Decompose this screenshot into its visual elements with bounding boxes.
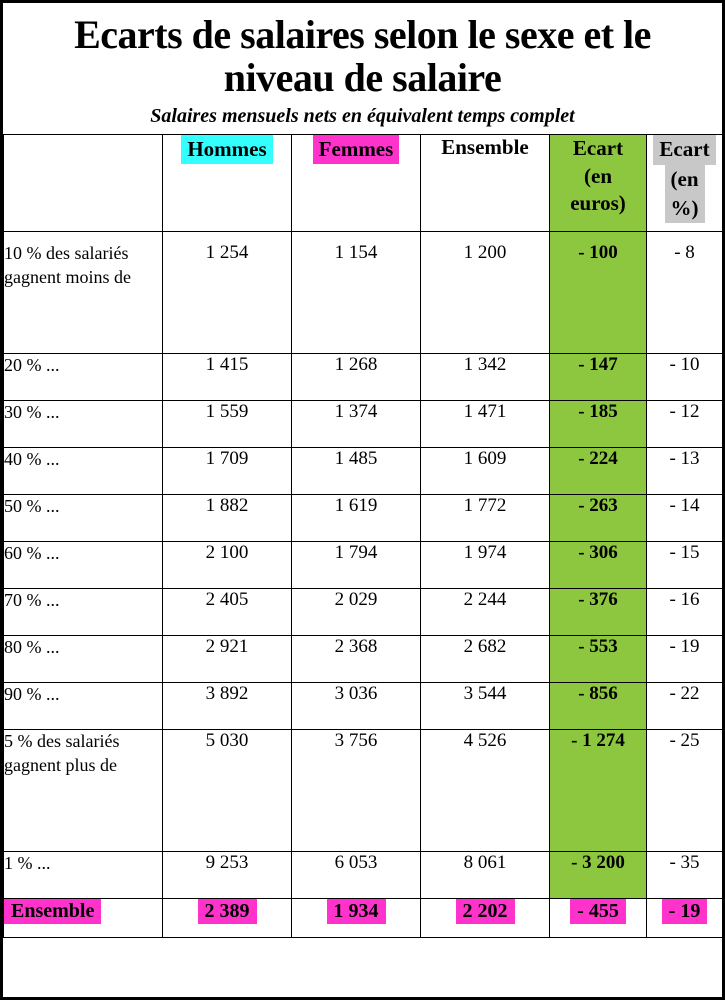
total-cell-ecart-euros bbox=[550, 899, 647, 938]
cell-ensemble: 4 526 bbox=[421, 730, 550, 852]
table-row bbox=[4, 852, 723, 899]
cell-femmes: 1 619 bbox=[292, 495, 421, 542]
cell-ensemble: 1 772 bbox=[421, 495, 550, 542]
cell-femmes: 3 756 bbox=[292, 730, 421, 852]
row-label: 10 % des salariés gagnent moins de bbox=[4, 232, 163, 354]
cell-ensemble: 8 061 bbox=[421, 852, 550, 899]
cell-ecart-euros: - 376 bbox=[550, 589, 647, 636]
cell-femmes: 1 268 bbox=[292, 354, 421, 401]
cell-ecart-pct: - 10 bbox=[647, 354, 723, 401]
column-header-blank bbox=[4, 135, 163, 232]
page-title: Ecarts de salaires selon le sexe et le niveau de salaire bbox=[74, 12, 651, 101]
cell-hommes: 2 100 bbox=[163, 542, 292, 589]
cell-hommes: 1 709 bbox=[163, 448, 292, 495]
cell-hommes: 9 253 bbox=[163, 852, 292, 899]
cell-ensemble: 1 471 bbox=[421, 401, 550, 448]
total-row-label bbox=[4, 899, 163, 938]
column-header-ecart-euros-line2: (en bbox=[584, 163, 612, 188]
cell-ecart-pct: - 15 bbox=[647, 542, 723, 589]
cell-ensemble: 1 974 bbox=[421, 542, 550, 589]
cell-ecart-euros: - 224 bbox=[550, 448, 647, 495]
total-cell-ecart-euros-text: - 455 bbox=[570, 899, 626, 924]
cell-ecart-pct: - 25 bbox=[647, 730, 723, 852]
row-label: 40 % ... bbox=[4, 448, 163, 495]
cell-ecart-euros: - 856 bbox=[550, 683, 647, 730]
title-block bbox=[3, 3, 722, 134]
table-row bbox=[4, 448, 723, 495]
cell-femmes: 6 053 bbox=[292, 852, 421, 899]
cell-hommes: 1 559 bbox=[163, 401, 292, 448]
column-header-ecart-pct-line3: %) bbox=[665, 194, 705, 223]
cell-hommes: 1 415 bbox=[163, 354, 292, 401]
cell-ensemble: 1 609 bbox=[421, 448, 550, 495]
row-label: 30 % ... bbox=[4, 401, 163, 448]
cell-ecart-pct: - 13 bbox=[647, 448, 723, 495]
cell-ensemble: 3 544 bbox=[421, 683, 550, 730]
cell-ensemble: 1 200 bbox=[421, 232, 550, 354]
row-label: 50 % ... bbox=[4, 495, 163, 542]
cell-ecart-euros: - 1 274 bbox=[550, 730, 647, 852]
cell-hommes: 1 882 bbox=[163, 495, 292, 542]
column-header-ecart-euros-line1: Ecart bbox=[572, 136, 624, 161]
cell-hommes: 5 030 bbox=[163, 730, 292, 852]
row-label: 90 % ... bbox=[4, 683, 163, 730]
table-header-row bbox=[4, 135, 723, 232]
page-subtitle: Salaires mensuels nets en équivalent temps complet bbox=[150, 105, 575, 128]
row-label: 80 % ... bbox=[4, 636, 163, 683]
cell-hommes: 3 892 bbox=[163, 683, 292, 730]
total-cell-ecart-pct bbox=[647, 899, 723, 938]
row-label: 1 % ... bbox=[4, 852, 163, 899]
row-label: 20 % ... bbox=[4, 354, 163, 401]
column-header-ensemble bbox=[421, 135, 550, 232]
total-cell-hommes-text: 2 389 bbox=[198, 899, 257, 924]
table-body bbox=[4, 232, 723, 938]
column-header-ensemble-label: Ensemble bbox=[441, 135, 529, 160]
cell-ensemble: 1 342 bbox=[421, 354, 550, 401]
cell-ecart-pct: - 22 bbox=[647, 683, 723, 730]
table-row bbox=[4, 683, 723, 730]
cell-ecart-pct: - 12 bbox=[647, 401, 723, 448]
cell-ecart-euros: - 263 bbox=[550, 495, 647, 542]
cell-femmes: 1 794 bbox=[292, 542, 421, 589]
table-row bbox=[4, 354, 723, 401]
column-header-femmes bbox=[292, 135, 421, 232]
table-total-row bbox=[4, 899, 723, 938]
cell-ensemble: 2 682 bbox=[421, 636, 550, 683]
cell-hommes: 1 254 bbox=[163, 232, 292, 354]
table-row bbox=[4, 730, 723, 852]
row-label: 70 % ... bbox=[4, 589, 163, 636]
cell-ecart-euros: - 185 bbox=[550, 401, 647, 448]
total-cell-femmes-text: 1 934 bbox=[327, 899, 386, 924]
total-cell-ecart-pct-text: - 19 bbox=[662, 899, 708, 924]
cell-ecart-pct: - 8 bbox=[647, 232, 723, 354]
table-row bbox=[4, 589, 723, 636]
column-header-ecart-pct-line2: (en bbox=[665, 165, 705, 194]
row-label: 5 % des salariés gagnent plus de bbox=[4, 730, 163, 852]
column-header-ecart-euros bbox=[550, 135, 647, 232]
cell-ecart-euros: - 553 bbox=[550, 636, 647, 683]
column-header-ecart-euros-line3: euros) bbox=[570, 190, 626, 215]
cell-ecart-euros: - 306 bbox=[550, 542, 647, 589]
cell-ecart-euros: - 100 bbox=[550, 232, 647, 354]
cell-hommes: 2 405 bbox=[163, 589, 292, 636]
cell-femmes: 1 485 bbox=[292, 448, 421, 495]
table-row bbox=[4, 636, 723, 683]
table-row bbox=[4, 495, 723, 542]
cell-femmes: 1 374 bbox=[292, 401, 421, 448]
total-cell-ensemble-text: 2 202 bbox=[456, 899, 515, 924]
row-label: 60 % ... bbox=[4, 542, 163, 589]
cell-ecart-pct: - 35 bbox=[647, 852, 723, 899]
cell-femmes: 3 036 bbox=[292, 683, 421, 730]
column-header-ecart-pct bbox=[647, 135, 723, 232]
total-cell-hommes bbox=[163, 899, 292, 938]
column-header-femmes-label: Femmes bbox=[313, 135, 400, 163]
cell-ecart-euros: - 3 200 bbox=[550, 852, 647, 899]
cell-ecart-pct: - 14 bbox=[647, 495, 723, 542]
table-row bbox=[4, 401, 723, 448]
column-header-hommes-label: Hommes bbox=[181, 135, 272, 163]
cell-ecart-euros: - 147 bbox=[550, 354, 647, 401]
cell-ecart-pct: - 16 bbox=[647, 589, 723, 636]
total-cell-femmes bbox=[292, 899, 421, 938]
table-row bbox=[4, 232, 723, 354]
salary-gap-table bbox=[3, 134, 723, 938]
cell-femmes: 2 029 bbox=[292, 589, 421, 636]
cell-hommes: 2 921 bbox=[163, 636, 292, 683]
cell-femmes: 1 154 bbox=[292, 232, 421, 354]
table-row bbox=[4, 542, 723, 589]
total-row-label-text: Ensemble bbox=[4, 899, 101, 924]
column-header-ecart-pct-line1: Ecart bbox=[653, 135, 715, 164]
column-header-hommes bbox=[163, 135, 292, 232]
cell-ecart-pct: - 19 bbox=[647, 636, 723, 683]
total-cell-ensemble bbox=[421, 899, 550, 938]
cell-femmes: 2 368 bbox=[292, 636, 421, 683]
cell-ensemble: 2 244 bbox=[421, 589, 550, 636]
